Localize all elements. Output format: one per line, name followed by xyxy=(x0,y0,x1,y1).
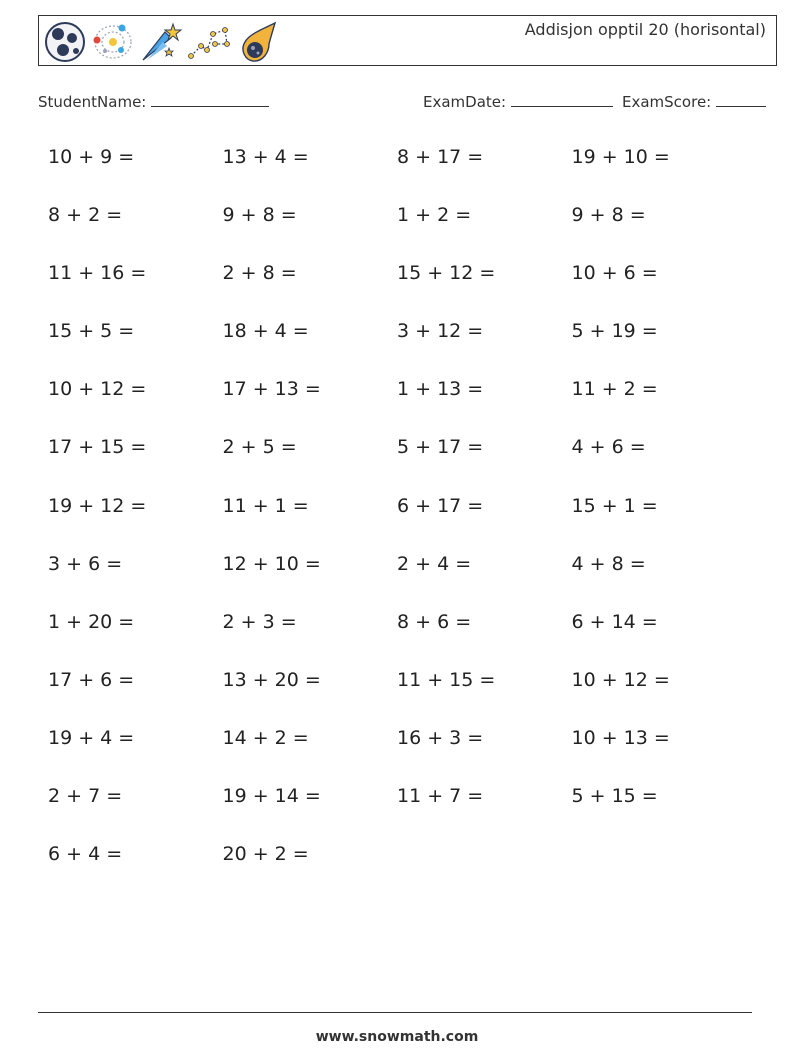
problem-item: 19 + 10 = xyxy=(571,146,670,168)
problem-row xyxy=(48,378,768,436)
footer-url: www.snowmath.com xyxy=(315,1029,479,1045)
problem-item: 19 + 14 = xyxy=(222,785,321,808)
problem-item: 10 + 12 = xyxy=(48,378,147,401)
problem-item: 5 + 17 = xyxy=(397,436,484,459)
student-name-field xyxy=(38,92,269,111)
problem-item: 11 + 1 = xyxy=(222,494,309,517)
problem-item: 10 + 9 = xyxy=(48,146,135,168)
problem-item: 15 + 1 = xyxy=(571,494,658,517)
problem-item: 19 + 12 = xyxy=(48,494,147,517)
problem-item: 1 + 20 = xyxy=(48,610,135,633)
problem-row xyxy=(48,436,768,494)
problem-item: 3 + 6 = xyxy=(48,552,123,575)
exam-date-label: ExamDate: xyxy=(423,93,507,111)
worksheet-header xyxy=(38,15,777,66)
exam-date-line xyxy=(511,92,613,107)
problem-item: 2 + 8 = xyxy=(222,262,297,285)
problem-row xyxy=(48,727,768,785)
problem-row xyxy=(48,785,768,843)
problem-item: 10 + 13 = xyxy=(571,726,670,749)
problem-item: 3 + 12 = xyxy=(397,320,484,343)
problem-row xyxy=(48,611,768,669)
student-name-line xyxy=(151,92,269,107)
constellation-icon xyxy=(187,20,231,64)
problem-item: 1 + 2 = xyxy=(397,204,472,227)
problem-row xyxy=(48,669,768,727)
problem-item: 20 + 2 = xyxy=(222,843,309,866)
problem-item: 11 + 2 = xyxy=(571,378,658,401)
shooting-star-icon xyxy=(139,20,183,64)
problem-item: 4 + 8 = xyxy=(571,552,646,575)
problem-item: 17 + 6 = xyxy=(48,668,135,691)
problem-item: 15 + 12 = xyxy=(397,262,496,285)
problem-item: 14 + 2 = xyxy=(222,726,309,749)
problem-item: 2 + 7 = xyxy=(48,785,123,808)
problem-item: 13 + 4 = xyxy=(222,146,309,168)
problem-item: 5 + 19 = xyxy=(571,320,658,343)
problem-item: 8 + 2 = xyxy=(48,204,123,227)
problem-row xyxy=(48,553,768,611)
problem-row xyxy=(48,495,768,553)
student-name-label: StudentName: xyxy=(38,93,147,111)
problem-item: 19 + 4 = xyxy=(48,726,135,749)
problem-item: 9 + 8 = xyxy=(222,204,297,227)
problem-item: 2 + 4 = xyxy=(397,552,472,575)
exam-date-field xyxy=(423,92,613,111)
problem-item: 10 + 12 = xyxy=(571,668,670,691)
exam-score-field xyxy=(622,92,766,111)
footer-divider xyxy=(38,1012,752,1013)
problem-item: 9 + 8 = xyxy=(571,204,646,227)
solar-system-icon xyxy=(91,20,135,64)
problem-item: 10 + 6 = xyxy=(571,262,658,285)
problem-item: 12 + 10 = xyxy=(222,552,321,575)
exam-score-label: ExamScore: xyxy=(622,93,712,111)
planet-icon xyxy=(43,20,87,64)
problem-item: 8 + 6 = xyxy=(397,610,472,633)
problem-row xyxy=(48,843,768,901)
problem-item: 2 + 3 = xyxy=(222,610,297,633)
problem-grid xyxy=(48,146,768,901)
problem-row xyxy=(48,320,768,378)
problem-item: 15 + 5 = xyxy=(48,320,135,343)
worksheet-title: Addisjon opptil 20 (horisontal) xyxy=(524,20,766,39)
problem-row xyxy=(48,262,768,320)
problem-row xyxy=(48,146,768,204)
problem-item: 6 + 17 = xyxy=(397,494,484,517)
header-icons xyxy=(43,20,279,64)
problem-item: 11 + 16 = xyxy=(48,262,147,285)
meteor-icon xyxy=(235,20,279,64)
problem-item: 11 + 7 = xyxy=(397,785,484,808)
problem-item: 1 + 13 = xyxy=(397,378,484,401)
problem-row xyxy=(48,204,768,262)
exam-score-line xyxy=(716,92,766,107)
problem-item: 17 + 15 = xyxy=(48,436,147,459)
problem-item: 6 + 4 = xyxy=(48,843,123,866)
problem-item: 8 + 17 = xyxy=(397,146,484,168)
problem-item: 5 + 15 = xyxy=(571,785,658,808)
problem-item: 18 + 4 = xyxy=(222,320,309,343)
problem-item: 16 + 3 = xyxy=(397,726,484,749)
problem-item: 13 + 20 = xyxy=(222,668,321,691)
problem-item: 4 + 6 = xyxy=(571,436,646,459)
problem-item: 6 + 14 = xyxy=(571,610,658,633)
problem-item: 17 + 13 = xyxy=(222,378,321,401)
problem-item: 11 + 15 = xyxy=(397,668,496,691)
problem-item: 2 + 5 = xyxy=(222,436,297,459)
